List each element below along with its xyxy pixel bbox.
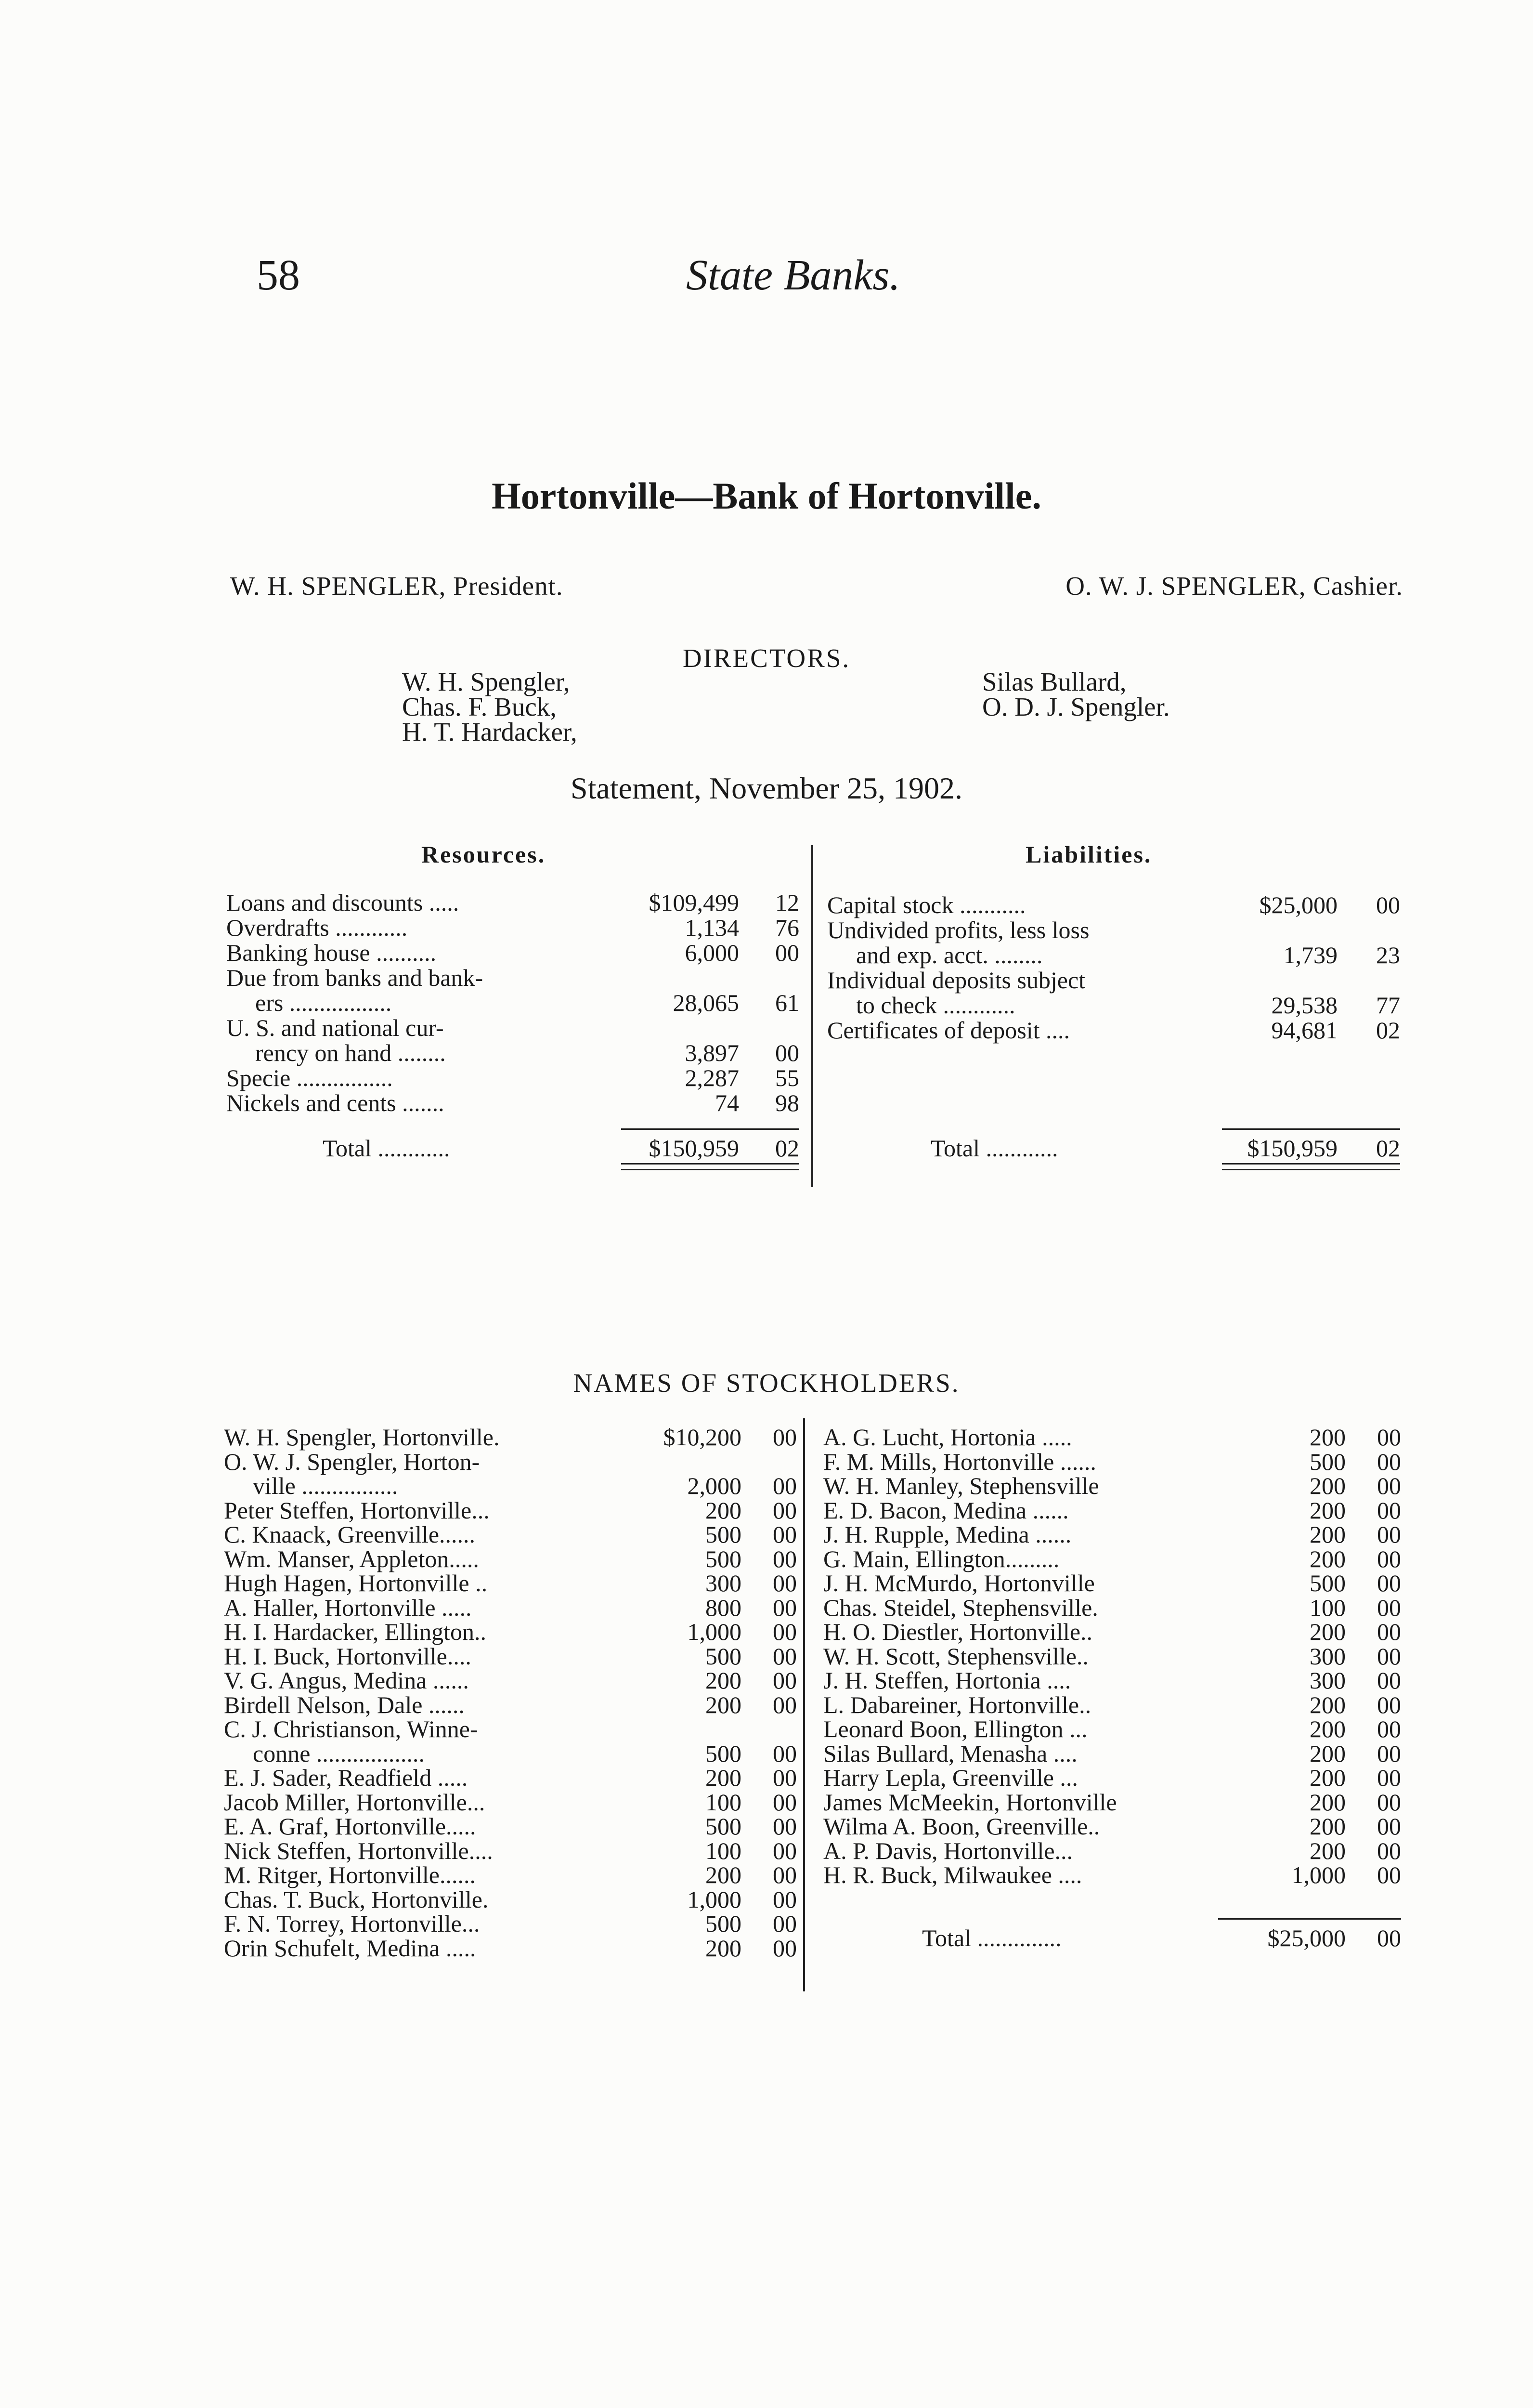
stockholder-row (224, 1837, 802, 1864)
stockholder-row (224, 1934, 802, 1962)
resource-label: rency on hand ........ (255, 1039, 446, 1066)
amount-cents: 00 (1377, 1570, 1401, 1597)
total-rule (1222, 1128, 1400, 1130)
amount-cents: 98 (775, 1089, 799, 1116)
stockholder-row (823, 1812, 1406, 1840)
amount-dollars: 2,000 (687, 1472, 741, 1499)
amount-cents: 00 (773, 1764, 797, 1791)
amount-dollars: 300 (1310, 1667, 1346, 1694)
resources-table (226, 889, 804, 1197)
president-line: W. H. SPENGLER, President. (230, 571, 563, 601)
stockholder-name: Nick Steffen, Hortonville.... (224, 1837, 493, 1864)
amount-dollars: 1,134 (685, 914, 739, 941)
amount-dollars: 200 (1310, 1764, 1346, 1791)
amount-cents: 23 (1376, 942, 1400, 968)
amount-cents: 12 (775, 889, 799, 916)
amount-cents: 00 (773, 1667, 797, 1694)
stockholder-name: A. G. Lucht, Hortonia ..... (823, 1424, 1072, 1451)
amount-dollars: 500 (705, 1740, 741, 1767)
stockholder-name: ville ................ (253, 1472, 398, 1499)
stockholders-column-divider (803, 1418, 805, 1991)
resource-row (226, 914, 804, 939)
amount-dollars: 6,000 (685, 939, 739, 966)
liability-label: Capital stock ........... (827, 891, 1026, 918)
total-double-rule (621, 1163, 799, 1165)
total-cents: 02 (1376, 1135, 1400, 1162)
stockholder-row (823, 1594, 1406, 1621)
stockholder-name: Birdell Nelson, Dale ...... (224, 1691, 465, 1718)
amount-dollars: $10,200 (663, 1424, 741, 1451)
total-rule (621, 1128, 799, 1130)
amount-dollars: 2,287 (685, 1064, 739, 1091)
amount-dollars: 200 (705, 1667, 741, 1694)
amount-dollars: 200 (705, 1691, 741, 1718)
amount-dollars: 300 (1310, 1642, 1346, 1670)
resource-row (226, 1039, 804, 1064)
amount-dollars: 500 (705, 1910, 741, 1937)
stockholder-name: H. I. Hardacker, Ellington.. (224, 1618, 487, 1645)
stockholder-row (823, 1448, 1406, 1475)
resource-row (226, 889, 804, 914)
stockholder-row (823, 1715, 1406, 1740)
stockholder-row (224, 1448, 802, 1475)
amount-dollars: 1,000 (687, 1885, 741, 1913)
directors-right-list (982, 669, 1170, 720)
amount-cents: 00 (1377, 1448, 1401, 1475)
resource-row (226, 964, 804, 989)
resource-label: Due from banks and bank- (226, 964, 483, 991)
stockholder-row (823, 1496, 1406, 1524)
total-double-rule (1222, 1169, 1400, 1170)
amount-dollars: $25,000 (1259, 891, 1338, 918)
amount-cents: 00 (1377, 1496, 1401, 1524)
bank-title: Hortonville—Bank of Hortonville. (492, 475, 1041, 517)
amount-dollars: 500 (705, 1813, 741, 1840)
amount-dollars: 94,681 (1271, 1017, 1338, 1044)
amount-cents: 00 (773, 1424, 797, 1451)
stockholder-row (823, 1764, 1406, 1791)
total-cents: 02 (775, 1135, 799, 1162)
stockholder-row (224, 1642, 802, 1670)
liability-label: to check ............ (856, 992, 1015, 1019)
total-dollars: $150,959 (649, 1135, 739, 1162)
stockholder-row (224, 1910, 802, 1937)
stockholder-name: E. J. Sader, Readfield ..... (224, 1764, 468, 1791)
stockholder-name: C. Knaack, Greenville...... (224, 1521, 476, 1548)
directors-heading: DIRECTORS. (682, 643, 851, 673)
amount-dollars: 800 (705, 1594, 741, 1621)
amount-dollars: 200 (1310, 1691, 1346, 1718)
total-label: Total ............ (931, 1135, 1058, 1162)
amount-cents: 00 (1376, 891, 1400, 918)
amount-dollars: 200 (705, 1934, 741, 1962)
amount-cents: 00 (1377, 1618, 1401, 1645)
amount-dollars: 200 (705, 1861, 741, 1888)
liability-row (827, 891, 1405, 916)
amount-cents: 00 (773, 1545, 797, 1572)
stockholder-row (823, 1837, 1406, 1864)
stockholder-name: W. H. Manley, Stephensville (823, 1472, 1099, 1499)
resource-label: Loans and discounts ..... (226, 889, 459, 916)
amount-dollars: 200 (1310, 1837, 1346, 1864)
stockholder-name: Hugh Hagen, Hortonville .. (224, 1570, 488, 1597)
total-double-rule (1222, 1163, 1400, 1165)
amount-cents: 00 (773, 1861, 797, 1888)
amount-cents: 00 (1377, 1837, 1401, 1864)
amount-cents: 00 (1377, 1788, 1401, 1816)
stockholder-name: H. I. Buck, Hortonville.... (224, 1642, 471, 1670)
liability-label: Certificates of deposit .... (827, 1017, 1070, 1044)
amount-cents: 00 (1377, 1545, 1401, 1572)
stockholder-row (224, 1618, 802, 1645)
stockholder-name: H. R. Buck, Milwaukee .... (823, 1861, 1082, 1888)
total-rule (1218, 1918, 1401, 1920)
total-row (827, 1134, 1405, 1162)
amount-cents: 00 (1377, 1813, 1401, 1840)
stockholder-name: J. H. Steffen, Hortonia .... (823, 1667, 1071, 1694)
stockholder-row (224, 1764, 802, 1791)
amount-dollars: 3,897 (685, 1039, 739, 1066)
resource-label: U. S. and national cur- (226, 1014, 444, 1041)
amount-dollars: 200 (1310, 1618, 1346, 1645)
stockholders-right-list (823, 1423, 1406, 2001)
amount-cents: 00 (773, 1472, 797, 1499)
amount-dollars: 200 (1310, 1545, 1346, 1572)
amount-cents: 00 (773, 1570, 797, 1597)
stockholder-name: conne .................. (253, 1740, 425, 1767)
page-number: 58 (257, 251, 300, 299)
amount-cents: 02 (1376, 1017, 1400, 1044)
liability-row (827, 991, 1405, 1019)
stockholder-row (823, 1642, 1406, 1670)
amount-dollars: 200 (705, 1764, 741, 1791)
stockholder-row (224, 1788, 802, 1816)
amount-cents: 00 (773, 1521, 797, 1548)
amount-cents: 00 (1377, 1521, 1401, 1548)
amount-dollars: 100 (705, 1837, 741, 1864)
amount-dollars: 200 (1310, 1521, 1346, 1548)
total-row (226, 1134, 804, 1162)
amount-dollars: 200 (1310, 1788, 1346, 1816)
statement-column-divider (811, 845, 813, 1187)
stockholder-name: Harry Lepla, Greenville ... (823, 1764, 1078, 1791)
resource-row (226, 1014, 804, 1039)
total-double-rule (621, 1169, 799, 1170)
amount-dollars: 300 (705, 1570, 741, 1597)
stockholder-row (224, 1569, 802, 1597)
amount-cents: 00 (773, 1934, 797, 1962)
amount-cents: 00 (1377, 1424, 1401, 1451)
amount-cents: 00 (1377, 1715, 1401, 1742)
stockholder-row (224, 1691, 802, 1718)
amount-dollars: 500 (1310, 1570, 1346, 1597)
amount-cents: 00 (1377, 1691, 1401, 1718)
resource-row (226, 939, 804, 964)
stockholder-row (224, 1715, 802, 1740)
liability-row (827, 966, 1405, 994)
amount-cents: 00 (1377, 1594, 1401, 1621)
amount-cents: 00 (773, 1788, 797, 1816)
amount-cents: 55 (775, 1064, 799, 1091)
stockholder-name: W. H. Scott, Stephensville.. (823, 1642, 1089, 1670)
stockholder-row (823, 1520, 1406, 1548)
stockholders-left-list (224, 1423, 802, 2001)
stockholder-name: Chas. T. Buck, Hortonville. (224, 1885, 489, 1913)
stockholder-name: J. H. Rupple, Medina ...... (823, 1521, 1072, 1548)
stockholder-row (823, 1569, 1406, 1597)
liability-label: Undivided profits, less loss (827, 916, 1090, 943)
total-dollars: $25,000 (1267, 1924, 1346, 1951)
stockholder-name: Silas Bullard, Menasha .... (823, 1740, 1078, 1767)
amount-dollars: 500 (1310, 1448, 1346, 1475)
stockholder-row (823, 1545, 1406, 1570)
director-name: Chas. F. Buck, (402, 692, 557, 721)
amount-dollars: 500 (705, 1642, 741, 1670)
amount-cents: 61 (775, 989, 799, 1016)
stockholder-row (823, 1691, 1406, 1718)
liabilities-table (827, 891, 1405, 1199)
resource-row (226, 1089, 804, 1114)
stockholder-name: James McMeekin, Hortonville (823, 1788, 1117, 1816)
total-label: Total ............ (323, 1135, 450, 1162)
amount-cents: 00 (1377, 1861, 1401, 1888)
amount-cents: 00 (773, 1691, 797, 1718)
amount-cents: 00 (1377, 1642, 1401, 1670)
stockholder-name: Chas. Steidel, Stephensville. (823, 1594, 1098, 1621)
amount-cents: 00 (775, 1039, 799, 1066)
director-name: O. D. J. Spengler. (982, 692, 1170, 721)
resource-label: Nickels and cents ....... (226, 1089, 444, 1116)
stockholder-name: F. N. Torrey, Hortonville... (224, 1910, 480, 1937)
stockholder-name: A. P. Davis, Hortonville... (823, 1837, 1073, 1864)
amount-cents: 00 (1377, 1764, 1401, 1791)
stockholder-name: G. Main, Ellington......... (823, 1545, 1060, 1572)
stockholder-name: M. Ritger, Hortonville...... (224, 1861, 476, 1888)
statement-heading: Statement, November 25, 1902. (570, 771, 963, 805)
director-name: H. T. Hardacker, (402, 717, 577, 746)
stockholder-name: L. Dabareiner, Hortonville.. (823, 1691, 1091, 1718)
resource-label: Banking house .......... (226, 939, 437, 966)
stockholder-name: C. J. Christianson, Winne- (224, 1715, 478, 1742)
stockholder-row (224, 1472, 802, 1499)
amount-dollars: 200 (1310, 1715, 1346, 1742)
amount-cents: 00 (1377, 1667, 1401, 1694)
amount-dollars: 1,000 (1291, 1861, 1346, 1888)
stockholder-row (224, 1861, 802, 1888)
amount-dollars: 200 (1310, 1740, 1346, 1767)
resource-row (226, 989, 804, 1014)
stockholder-row (823, 1861, 1406, 1888)
stockholder-row (823, 1472, 1406, 1499)
total-label: Total .............. (922, 1924, 1062, 1951)
liability-row (827, 916, 1405, 941)
stockholder-row (823, 1423, 1406, 1451)
amount-dollars: 200 (1310, 1813, 1346, 1840)
liabilities-heading: Liabilities. (1026, 841, 1152, 868)
stockholder-row (224, 1520, 802, 1548)
stockholder-name: Wm. Manser, Appleton..... (224, 1545, 479, 1572)
director-name: Silas Bullard, (982, 667, 1127, 696)
total-dollars: $150,959 (1247, 1135, 1338, 1162)
amount-cents: 00 (773, 1837, 797, 1864)
amount-dollars: 200 (1310, 1472, 1346, 1499)
stockholder-name: W. H. Spengler, Hortonville. (224, 1424, 500, 1451)
stockholder-name: E. D. Bacon, Medina ...... (823, 1496, 1069, 1524)
stockholder-row (224, 1594, 802, 1621)
liability-label: and exp. acct. ........ (856, 942, 1043, 968)
amount-cents: 00 (773, 1642, 797, 1670)
amount-dollars: 29,538 (1271, 992, 1338, 1019)
amount-dollars: 200 (1310, 1496, 1346, 1524)
stockholder-row (224, 1812, 802, 1840)
amount-cents: 00 (773, 1618, 797, 1645)
stockholder-name: H. O. Diestler, Hortonville.. (823, 1618, 1093, 1645)
amount-cents: 00 (773, 1885, 797, 1913)
amount-cents: 00 (773, 1740, 797, 1767)
stockholders-heading: NAMES OF STOCKHOLDERS. (573, 1368, 960, 1398)
amount-dollars: 500 (705, 1545, 741, 1572)
amount-dollars: 100 (705, 1788, 741, 1816)
amount-dollars: 74 (715, 1089, 739, 1116)
stockholder-name: Jacob Miller, Hortonville... (224, 1788, 485, 1816)
amount-cents: 00 (773, 1594, 797, 1621)
amount-dollars: $109,499 (649, 889, 739, 916)
stockholder-row (224, 1740, 802, 1767)
stockholder-name: Peter Steffen, Hortonville... (224, 1496, 490, 1524)
stockholder-row (224, 1885, 802, 1913)
amount-cents: 00 (773, 1910, 797, 1937)
director-name: W. H. Spengler, (402, 667, 570, 696)
amount-cents: 00 (775, 939, 799, 966)
amount-dollars: 500 (705, 1521, 741, 1548)
amount-dollars: 1,000 (687, 1618, 741, 1645)
stockholder-row (224, 1496, 802, 1524)
total-cents: 00 (1377, 1924, 1401, 1951)
amount-dollars: 28,065 (673, 989, 739, 1016)
stockholder-name: F. M. Mills, Hortonville ...... (823, 1448, 1096, 1475)
stockholder-name: Orin Schufelt, Medina ..... (224, 1934, 476, 1962)
stockholder-row (224, 1666, 802, 1694)
stockholder-name: V. G. Angus, Medina ...... (224, 1667, 469, 1694)
cashier-line: O. W. J. SPENGLER, Cashier. (1065, 571, 1403, 601)
amount-cents: 00 (773, 1813, 797, 1840)
stockholder-name: E. A. Graf, Hortonville..... (224, 1813, 476, 1840)
amount-cents: 00 (773, 1496, 797, 1524)
directors-left-list (402, 669, 577, 745)
stockholder-row (823, 1618, 1406, 1645)
resource-label: Overdrafts ............ (226, 914, 408, 941)
stockholder-name: O. W. J. Spengler, Horton- (224, 1448, 480, 1475)
stockholder-row (224, 1423, 802, 1451)
stockholder-row (823, 1788, 1406, 1816)
stockholder-row (823, 1740, 1406, 1767)
stockholder-row (224, 1545, 802, 1570)
resource-label: ers ................. (255, 989, 392, 1016)
amount-cents: 00 (1377, 1472, 1401, 1499)
amount-dollars: 100 (1310, 1594, 1346, 1621)
stockholder-row (823, 1666, 1406, 1694)
liability-row (827, 1016, 1405, 1044)
stockholder-name: Leonard Boon, Ellington ... (823, 1715, 1088, 1742)
total-row (823, 1924, 1406, 1949)
resources-heading: Resources. (421, 841, 546, 868)
stockholder-name: Wilma A. Boon, Greenville.. (823, 1813, 1100, 1840)
amount-dollars: 200 (705, 1496, 741, 1524)
stockholder-name: J. H. McMurdo, Hortonville (823, 1570, 1095, 1597)
amount-dollars: 200 (1310, 1424, 1346, 1451)
resource-row (226, 1064, 804, 1089)
running-title: State Banks. (686, 251, 900, 299)
stockholder-name: A. Haller, Hortonville ..... (224, 1594, 472, 1621)
amount-cents: 00 (1377, 1740, 1401, 1767)
amount-cents: 76 (775, 914, 799, 941)
amount-dollars: 1,739 (1283, 942, 1338, 968)
liability-row (827, 941, 1405, 966)
liability-label: Individual deposits subject (827, 967, 1086, 994)
amount-cents: 77 (1376, 992, 1400, 1019)
resource-label: Specie ................ (226, 1064, 393, 1091)
